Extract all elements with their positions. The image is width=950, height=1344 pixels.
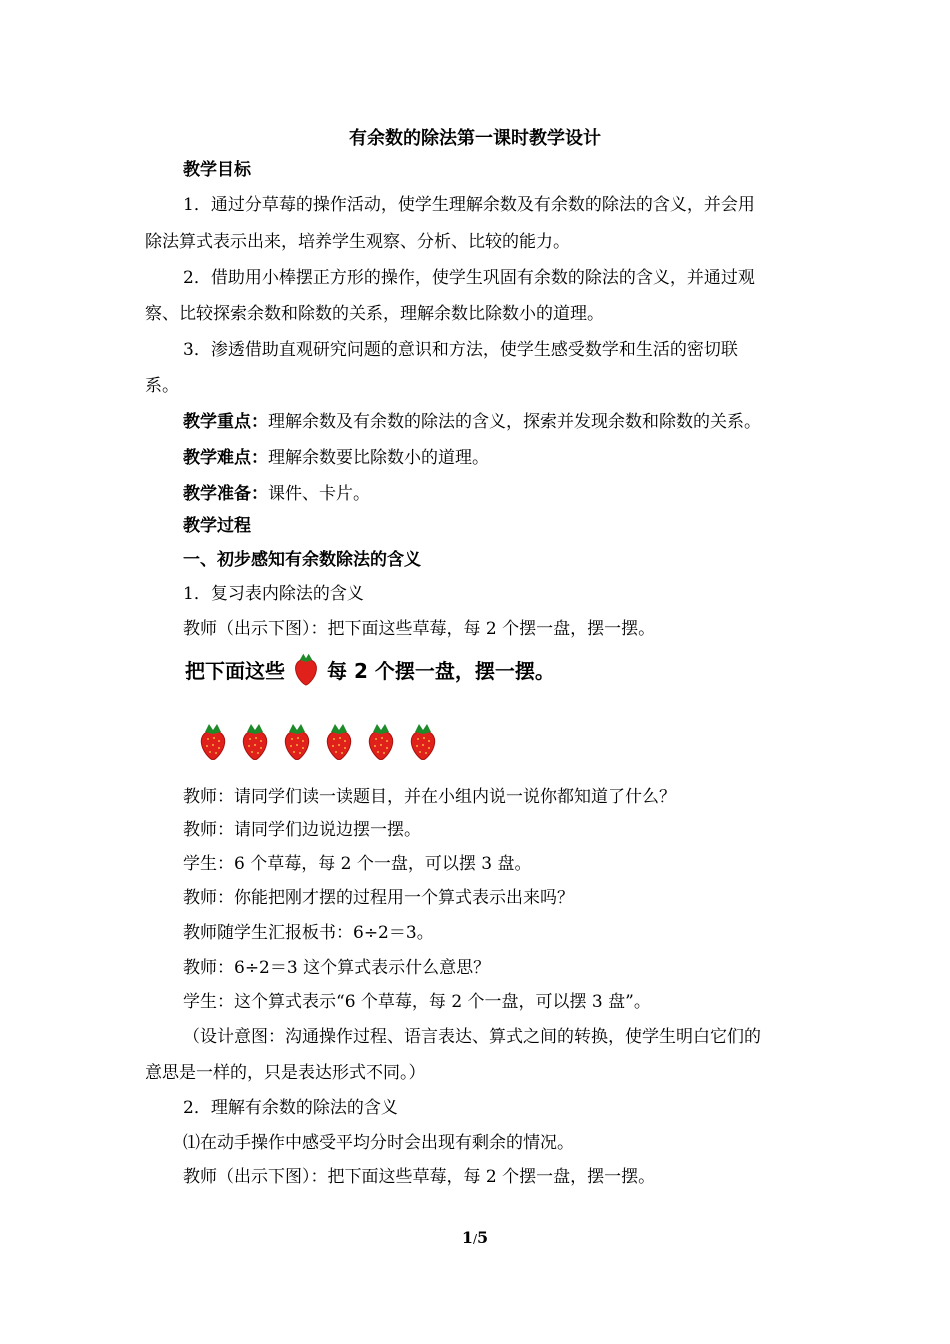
preparation-label: 教学准备： [183, 484, 268, 504]
design-intent-line-2: 意思是一样的，只是表达形式不同。） [145, 1063, 426, 1083]
teacher-show-1: 教师（出示下图）：把下面这些草莓，每 2 个摆一盘，摆一摆。 [183, 619, 656, 639]
strawberry-icon [324, 722, 354, 760]
strawberry-icon [366, 722, 396, 760]
strawberry-icon [198, 722, 228, 760]
difficult-point [183, 446, 489, 470]
banner-text-left: 把下面这些 [185, 658, 285, 683]
strawberry-task-banner [185, 652, 625, 686]
goals-heading: 教学目标 [183, 160, 251, 180]
goal-2-line-2: 察、比较探索余数和除数的关系，理解余数比除数小的道理。 [145, 304, 604, 324]
section-1-heading: 一、初步感知有余数除法的含义 [183, 550, 421, 570]
goal-2-line-1: 2．借助用小棒摆正方形的操作，使学生巩固有余数的除法的含义，并通过观 [183, 268, 755, 288]
difficult-point-text: 理解余数要比除数小的道理。 [268, 448, 489, 468]
page-total: 5 [477, 1228, 489, 1247]
dialog-line-6: 教师：6÷2＝3 这个算式表示什么意思？ [183, 958, 491, 978]
key-point-text: 理解余数及有余数的除法的含义，探索并发现余数和除数的关系。 [268, 412, 761, 432]
banner-text-right: 每 2 个摆一盘，摆一摆。 [327, 658, 555, 683]
dialog-line-1: 教师：请同学们读一读题目，并在小组内说一说你都知道了什么？ [183, 787, 676, 807]
strawberry-icon [291, 652, 321, 686]
dialog-line-3: 学生：6 个草莓，每 2 个一盘，可以摆 3 盘。 [183, 854, 532, 874]
goal-3-line-1: 3．渗透借助直观研究问题的意识和方法，使学生感受数学和生活的密切联 [183, 340, 738, 360]
strawberry-icon [240, 722, 270, 760]
dialog-line-4: 教师：你能把刚才摆的过程用一个算式表示出来吗？ [183, 888, 574, 908]
goal-3-line-2: 系。 [145, 376, 179, 396]
step-1: 1．复习表内除法的含义 [183, 584, 364, 604]
preparation-text: 课件、卡片。 [268, 484, 370, 504]
key-point [183, 410, 761, 434]
teacher-show-2: 教师（出示下图）：把下面这些草莓，每 2 个摆一盘，摆一摆。 [183, 1167, 656, 1187]
page-current: 1 [461, 1228, 473, 1247]
goal-1-line-1: 1．通过分草莓的操作活动，使学生理解余数及有余数的除法的含义，并会用 [183, 195, 755, 215]
step-2-1: ⑴在动手操作中感受平均分时会出现有剩余的情况。 [183, 1133, 574, 1153]
dialog-line-2: 教师：请同学们边说边摆一摆。 [183, 820, 421, 840]
step-2: 2．理解有余数的除法的含义 [183, 1098, 398, 1118]
page-number [0, 1228, 950, 1247]
dialog-line-7: 学生：这个算式表示“6 个草莓，每 2 个一盘，可以摆 3 盘”。 [183, 992, 651, 1012]
page-separator: / [472, 1232, 478, 1246]
document-title: 有余数的除法第一课时教学设计 [349, 128, 601, 149]
preparation [183, 482, 370, 506]
strawberry-group [198, 722, 438, 760]
dialog-line-5: 教师随学生汇报板书：6÷2＝3。 [183, 923, 434, 943]
goal-1-line-2: 除法算式表示出来，培养学生观察、分析、比较的能力。 [145, 232, 570, 252]
design-intent-line-1: （设计意图：沟通操作过程、语言表达、算式之间的转换，使学生明白它们的 [183, 1027, 761, 1047]
process-heading: 教学过程 [183, 516, 251, 536]
strawberry-icon [282, 722, 312, 760]
strawberry-icon [408, 722, 438, 760]
difficult-point-label: 教学难点： [183, 448, 268, 468]
key-point-label: 教学重点： [183, 412, 268, 432]
